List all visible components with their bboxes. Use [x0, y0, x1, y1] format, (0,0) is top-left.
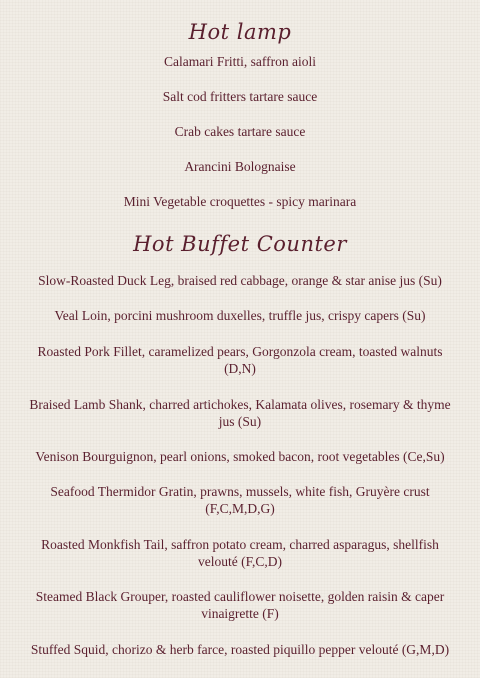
menu-item: Venison Bourguignon, pearl onions, smoked bacon, root vegetables (Ce,Su)	[35, 449, 445, 464]
menu-item: Stuffed Squid, chorizo & herb farce, roasted piquillo pepper velouté (G,M,D)	[30, 642, 450, 657]
menu-item: Crab cakes tartare sauce	[174, 124, 306, 139]
menu-item: Calamari Fritti, saffron aioli	[164, 54, 316, 69]
menu-item: Roasted Pork Fillet, caramelized pears, Gorgonzola cream, toasted walnuts (D,N)	[37, 344, 443, 376]
menu-item: Arancini Bolognaise	[184, 159, 296, 174]
section-title-hot-lamp: Hot lamp	[188, 20, 292, 44]
menu-item: Steamed Black Grouper, roasted cauliflower noisette, golden raisin & caper vinaigrette (F)	[35, 589, 445, 621]
menu-item: Veal Loin, porcini mushroom duxelles, truffle jus, crispy capers (Su)	[54, 308, 426, 323]
menu-item: Roasted Monkfish Tail, saffron potato cream, charred asparagus, shellfish velouté (F,C,D)	[41, 537, 439, 569]
menu-item: Salt cod fritters tartare sauce	[162, 89, 318, 104]
menu-item: Mini Vegetable croquettes - spicy marinara	[123, 194, 357, 209]
menu-item: Seafood Thermidor Gratin, prawns, mussels, white fish, Gruyère crust (F,C,M,D,G)	[50, 484, 430, 516]
menu-item: Braised Lamb Shank, charred artichokes, Kalamata olives, rosemary & thyme jus (Su)	[29, 397, 451, 429]
section-title-hot-buffet-counter: Hot Buffet Counter	[133, 232, 347, 256]
menu-item: Slow-Roasted Duck Leg, braised red cabbage, orange & star anise jus (Su)	[38, 273, 442, 288]
